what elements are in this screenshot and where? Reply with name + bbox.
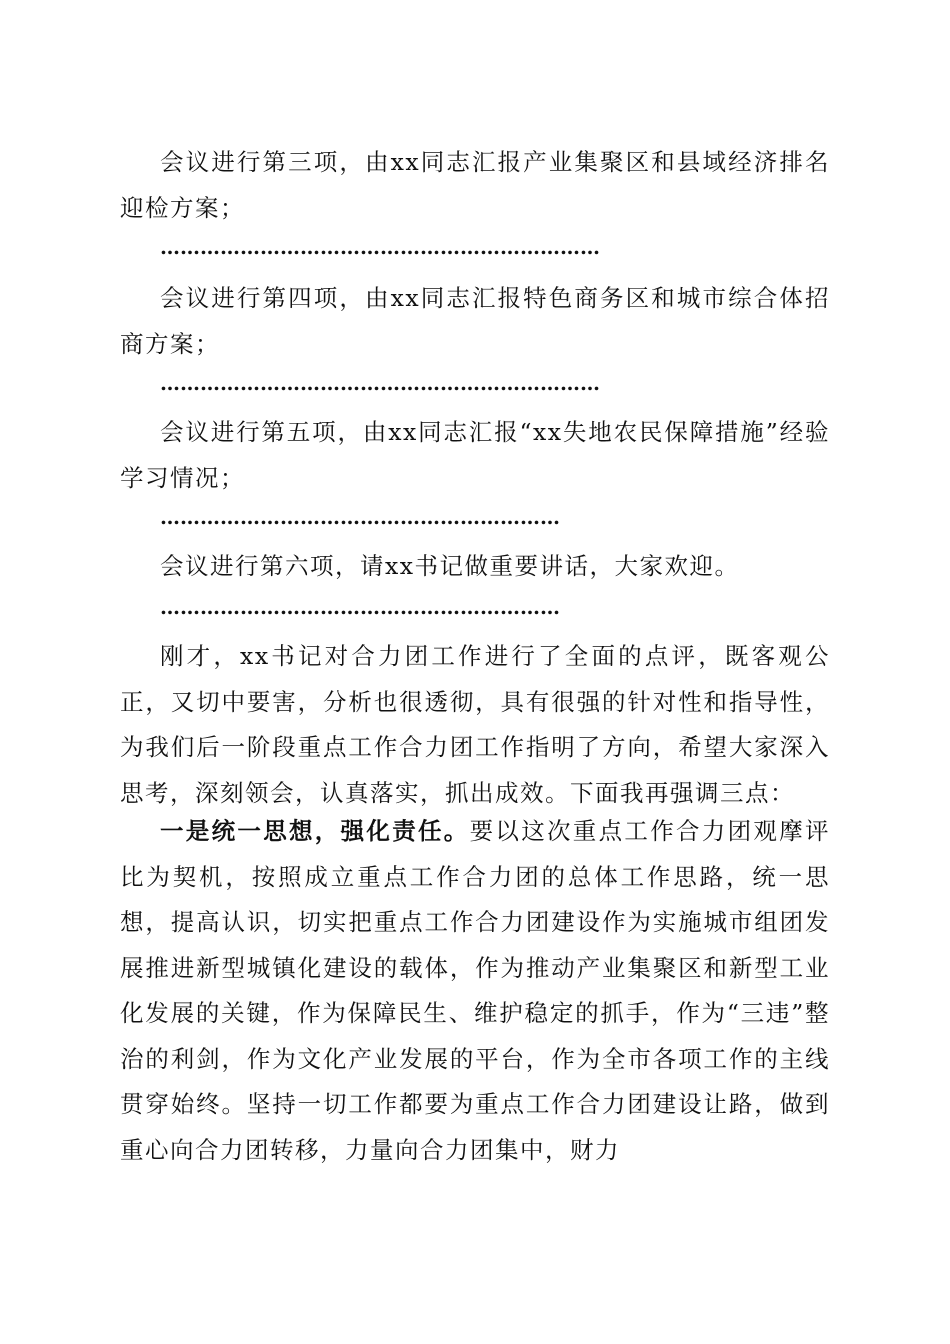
paragraph-text: 会议进行第四项，由xx同志汇报特色商务区和城市综合体招商方案；: [120, 284, 830, 358]
paragraph-text: 要以这次重点工作合力团观摩评比为契机，按照成立重点工作合力团的总体工作思路，统一思想，提高认识，切实把重点工作合力团建设作为实施城市组团发展推进新型城镇化建设的载体，作为推动产业集聚区和新型工业化发展的关键，作为保障民生、维护稳定的抓手，作为“三违”整治的利剑，作为文化产业发展的平台，作为全市各项工作的主线贯穿始终。坚持一切工作都要为重点工作合力团建设让路，做到重心向合力团转移，力量向合力团集中，财力: [120, 817, 831, 1164]
paragraph-text: 刚才，xx书记对合力团工作进行了全面的点评，既客观公正，又切中要害，分析也很透彻，具有很强的针对性和指导性，为我们后一阶段重点工作合力团工作指明了方向，希望大家深入思考，深刻领会，认真落实，抓出成效。下面我再强调三点：: [120, 642, 830, 807]
paragraph-item-5: [120, 410, 830, 501]
paragraph-text: 会议进行第三项，由xx同志汇报产业集聚区和县域经济排名迎检方案；: [120, 148, 830, 222]
paragraph-text: 会议进行第六项，请xx书记做重要讲话，大家欢迎。: [160, 552, 740, 580]
point-heading: 一是统一思想，强化责任。: [160, 817, 470, 845]
ellipsis-separator: ……………………………………………………: [160, 595, 560, 619]
paragraph-text: 会议进行第五项，由xx同志汇报“xx失地农民保障措施”经验学习情况；: [120, 418, 830, 492]
ellipsis-separator: ……………………………………………………: [160, 505, 560, 529]
paragraph-item-4: [120, 276, 830, 367]
paragraph-item-6: [120, 544, 830, 590]
paragraph-summary: [120, 634, 830, 816]
paragraph-item-3: [120, 140, 830, 231]
ellipsis-separator: …………………………………………………………: [160, 371, 600, 395]
paragraph-point-one: [120, 809, 830, 1173]
ellipsis-separator: …………………………………………………………: [160, 235, 600, 259]
